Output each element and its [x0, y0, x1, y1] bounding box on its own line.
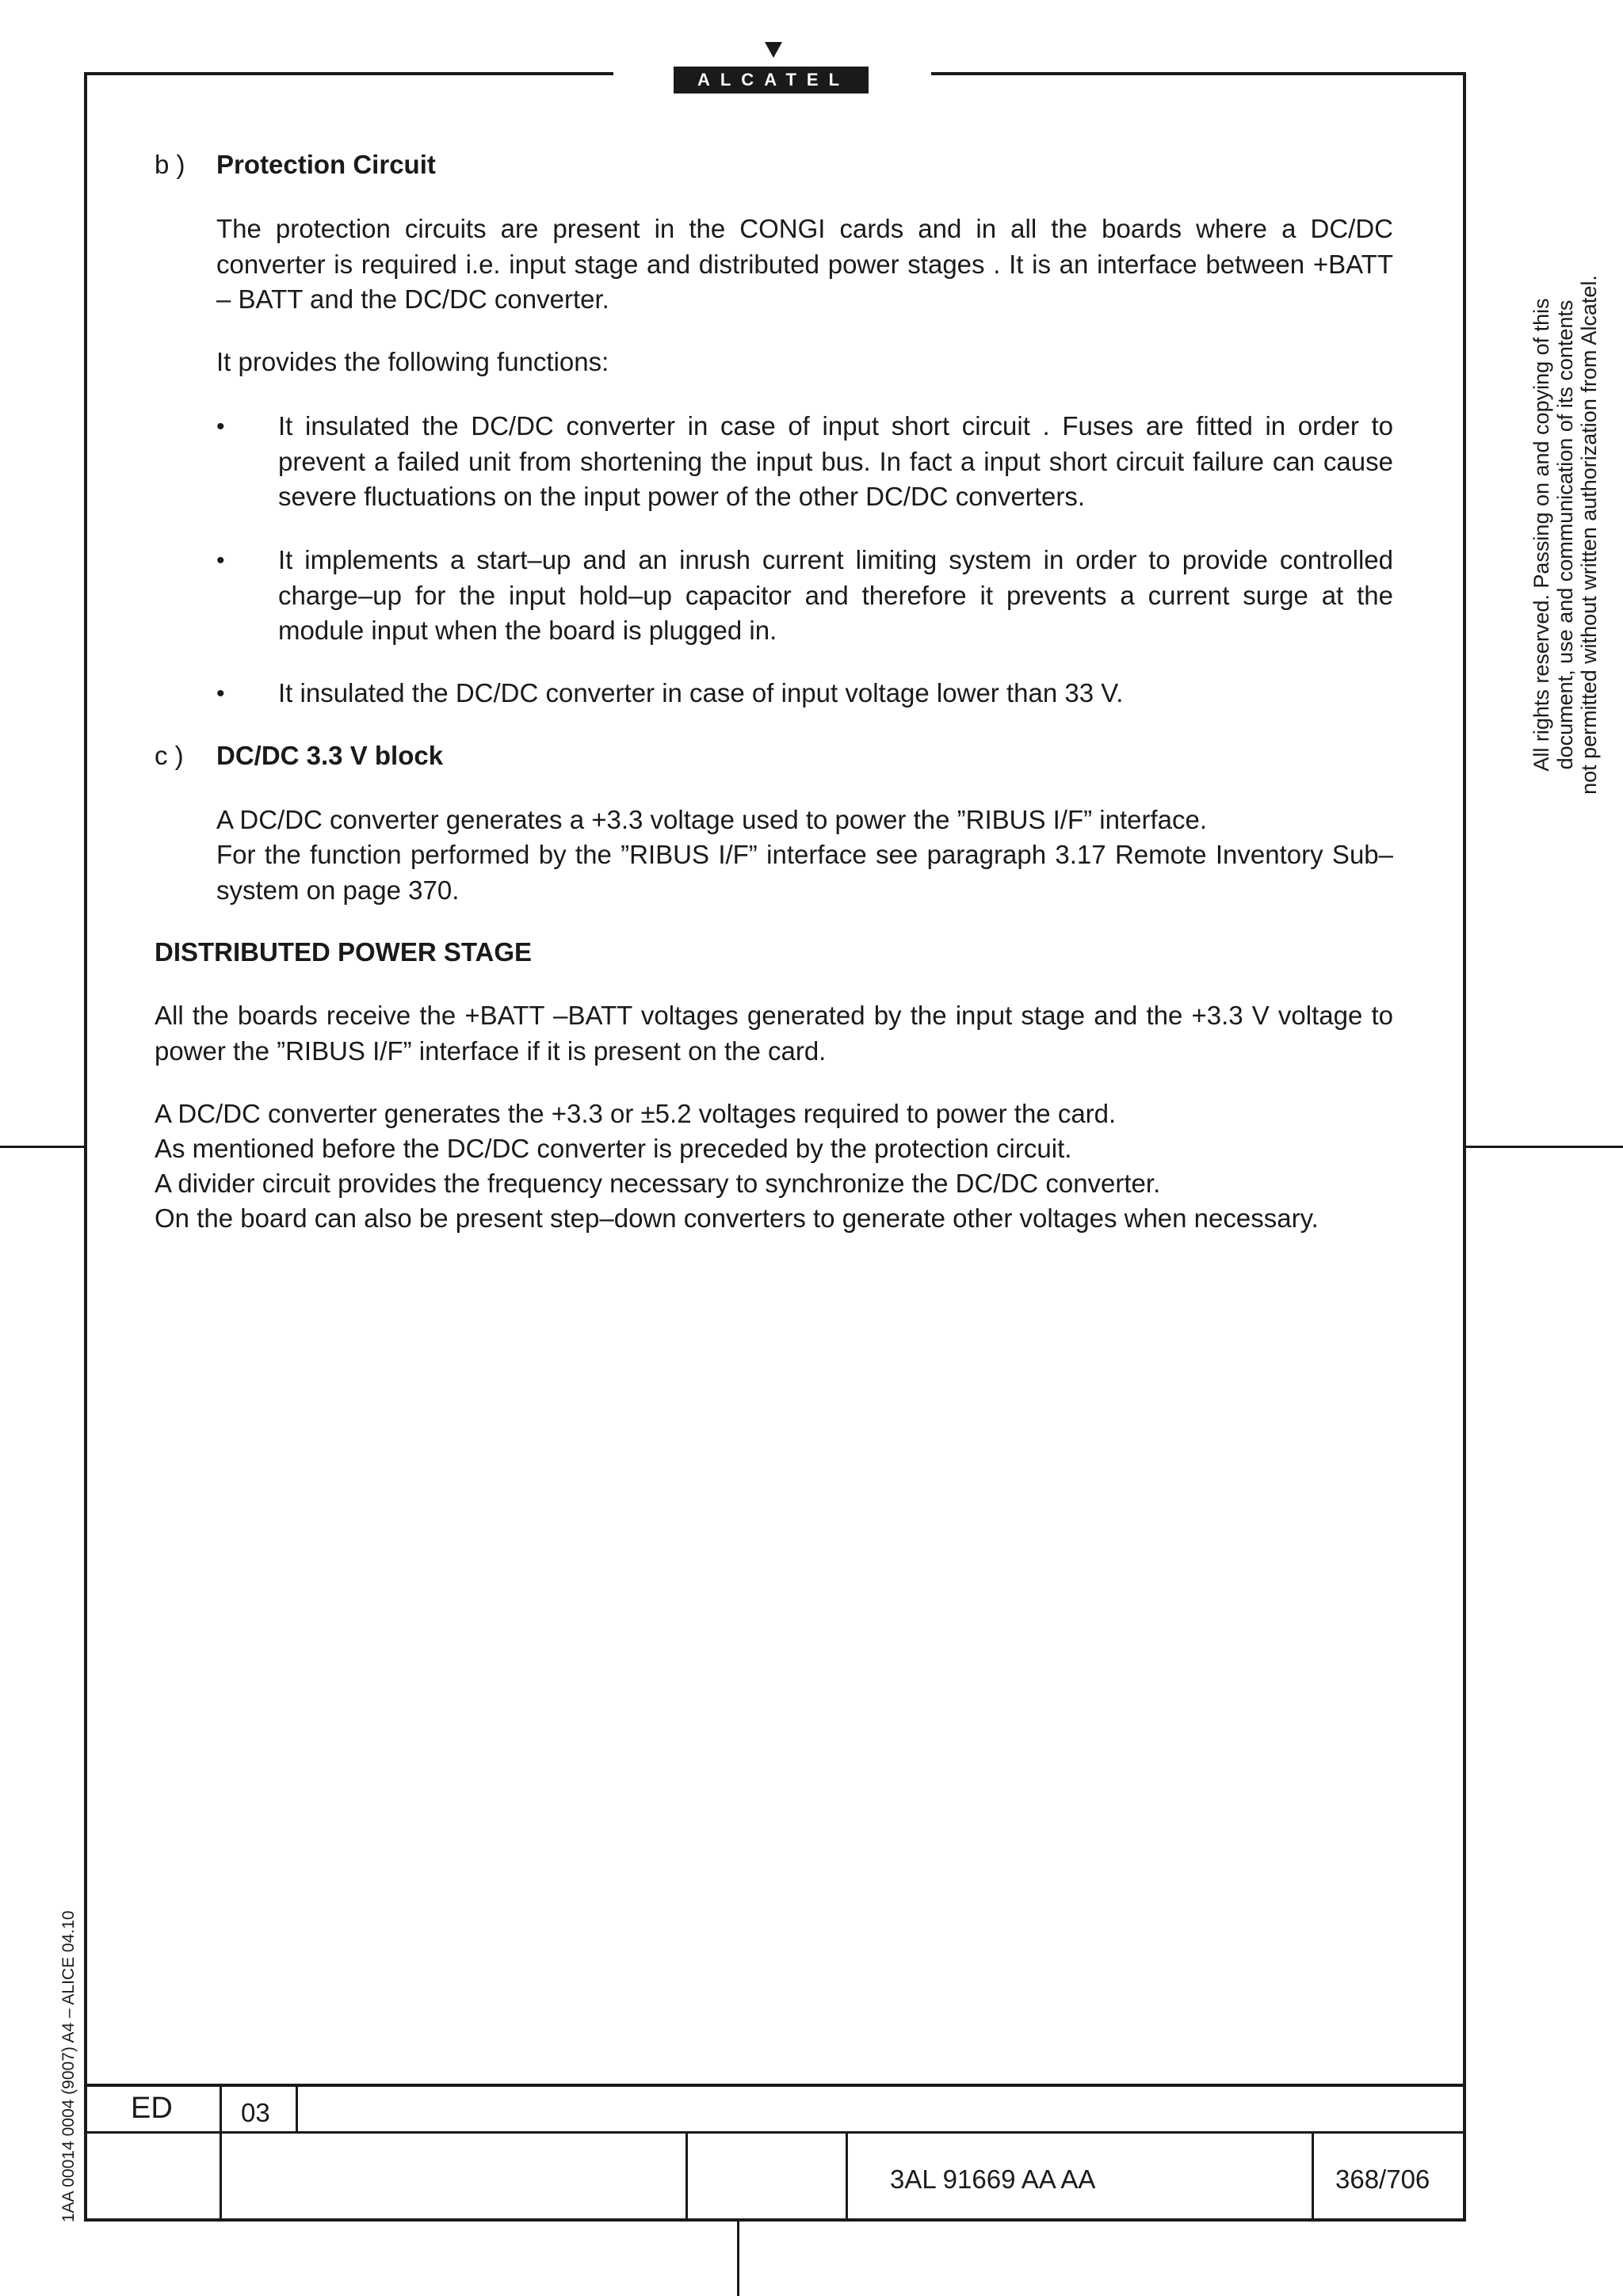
frame-left	[84, 72, 87, 2221]
frame-top-right	[931, 72, 1466, 75]
distributed-line: As mentioned before the DC/DC converter is preceded by the protection circuit.	[155, 1134, 1072, 1163]
distributed-paragraph: All the boards receive the +BATT –BATT voltages generated by the input stage and the +3.3 V voltage to power the ”RIBUS I/F” interface if it is present on the card.	[155, 1001, 1393, 1066]
section-b-intro: The protection circuits are present in the CONGI cards and in all the boards where a DC/DC converter is required i.e. input stage and distributed power stages . It is an interface between +BATT – BATT and the DC/DC converter.	[216, 214, 1393, 314]
distributed-line: On the board can also be present step–down converters to generate other voltages when necessary.	[155, 1203, 1319, 1233]
notice-line: not permitted without written authorization from Alcatel.	[1577, 275, 1601, 795]
distributed-heading: DISTRIBUTED POWER STAGE	[155, 937, 533, 967]
alcatel-logo: ALCATEL	[674, 67, 869, 93]
footer-rule-bottom	[84, 2218, 1466, 2222]
side-copyright-notice	[1529, 265, 1601, 804]
bullet-dot-icon: •	[216, 547, 225, 574]
bullet-item: It insulated the DC/DC converter in case of input short circuit . Fuses are fitted in order to prevent a failed unit from shortening the input bus. In fact a input short circuit failure can cause severe fluctuations on the input power of the other DC/DC converters.	[278, 411, 1393, 511]
footer-col-divider	[846, 2131, 848, 2222]
section-c-marker: c )	[155, 741, 184, 770]
ed-label: ED	[131, 2092, 173, 2125]
logo-triangle-icon	[765, 42, 782, 58]
section-c-paragraph: For the function performed by the ”RIBUS I/F” interface see paragraph 3.17 Remote Inventory Sub–system on page 370.	[216, 840, 1393, 905]
fold-mark-left	[0, 1146, 84, 1148]
footer-rule-top	[84, 2084, 1466, 2087]
bullet-dot-icon: •	[216, 681, 225, 707]
notice-line: document, use and communication of its contents	[1553, 299, 1577, 770]
notice-line: All rights reserved. Passing on and copying of this	[1529, 298, 1553, 772]
section-b-functions-intro: It provides the following functions:	[216, 347, 609, 376]
document-number: 3AL 91669 AA AA	[890, 2164, 1096, 2194]
section-b-marker: b )	[155, 150, 185, 179]
bullet-dot-icon: •	[216, 414, 225, 440]
footer-rule-mid	[84, 2131, 1466, 2134]
footer-col-divider	[1312, 2131, 1314, 2222]
page-number: 368/706	[1335, 2164, 1430, 2194]
footer-col-divider	[296, 2084, 298, 2133]
footer-col-divider	[220, 2084, 222, 2222]
distributed-line: A DC/DC converter generates the +3.3 or ±5.2 voltages required to power the card.	[155, 1099, 1117, 1128]
distributed-line: A divider circuit provides the frequency necessary to synchronize the DC/DC converter.	[155, 1169, 1161, 1198]
fold-mark-right	[1466, 1146, 1623, 1148]
ed-value: 03	[241, 2098, 270, 2127]
section-c-heading: DC/DC 3.3 V block	[216, 741, 444, 770]
footer-col-divider	[685, 2131, 688, 2222]
section-c-line: A DC/DC converter generates a +3.3 voltage used to power the ”RIBUS I/F” interface.	[216, 805, 1208, 834]
bullet-item: It insulated the DC/DC converter in case of input voltage lower than 33 V.	[278, 678, 1124, 707]
form-code: 1AA 00014 0004 (9007) A4 – ALICE 04.10	[59, 1910, 78, 2222]
frame-top-left	[84, 72, 613, 75]
bullet-item: It implements a start–up and an inrush current limiting system in order to provide controlled charge–up for the input hold–up capacitor and therefore it prevents a current surge at the module input when the board is plugged in.	[278, 545, 1393, 645]
footer-fold-line	[737, 2222, 739, 2296]
section-b-heading: Protection Circuit	[216, 150, 436, 179]
